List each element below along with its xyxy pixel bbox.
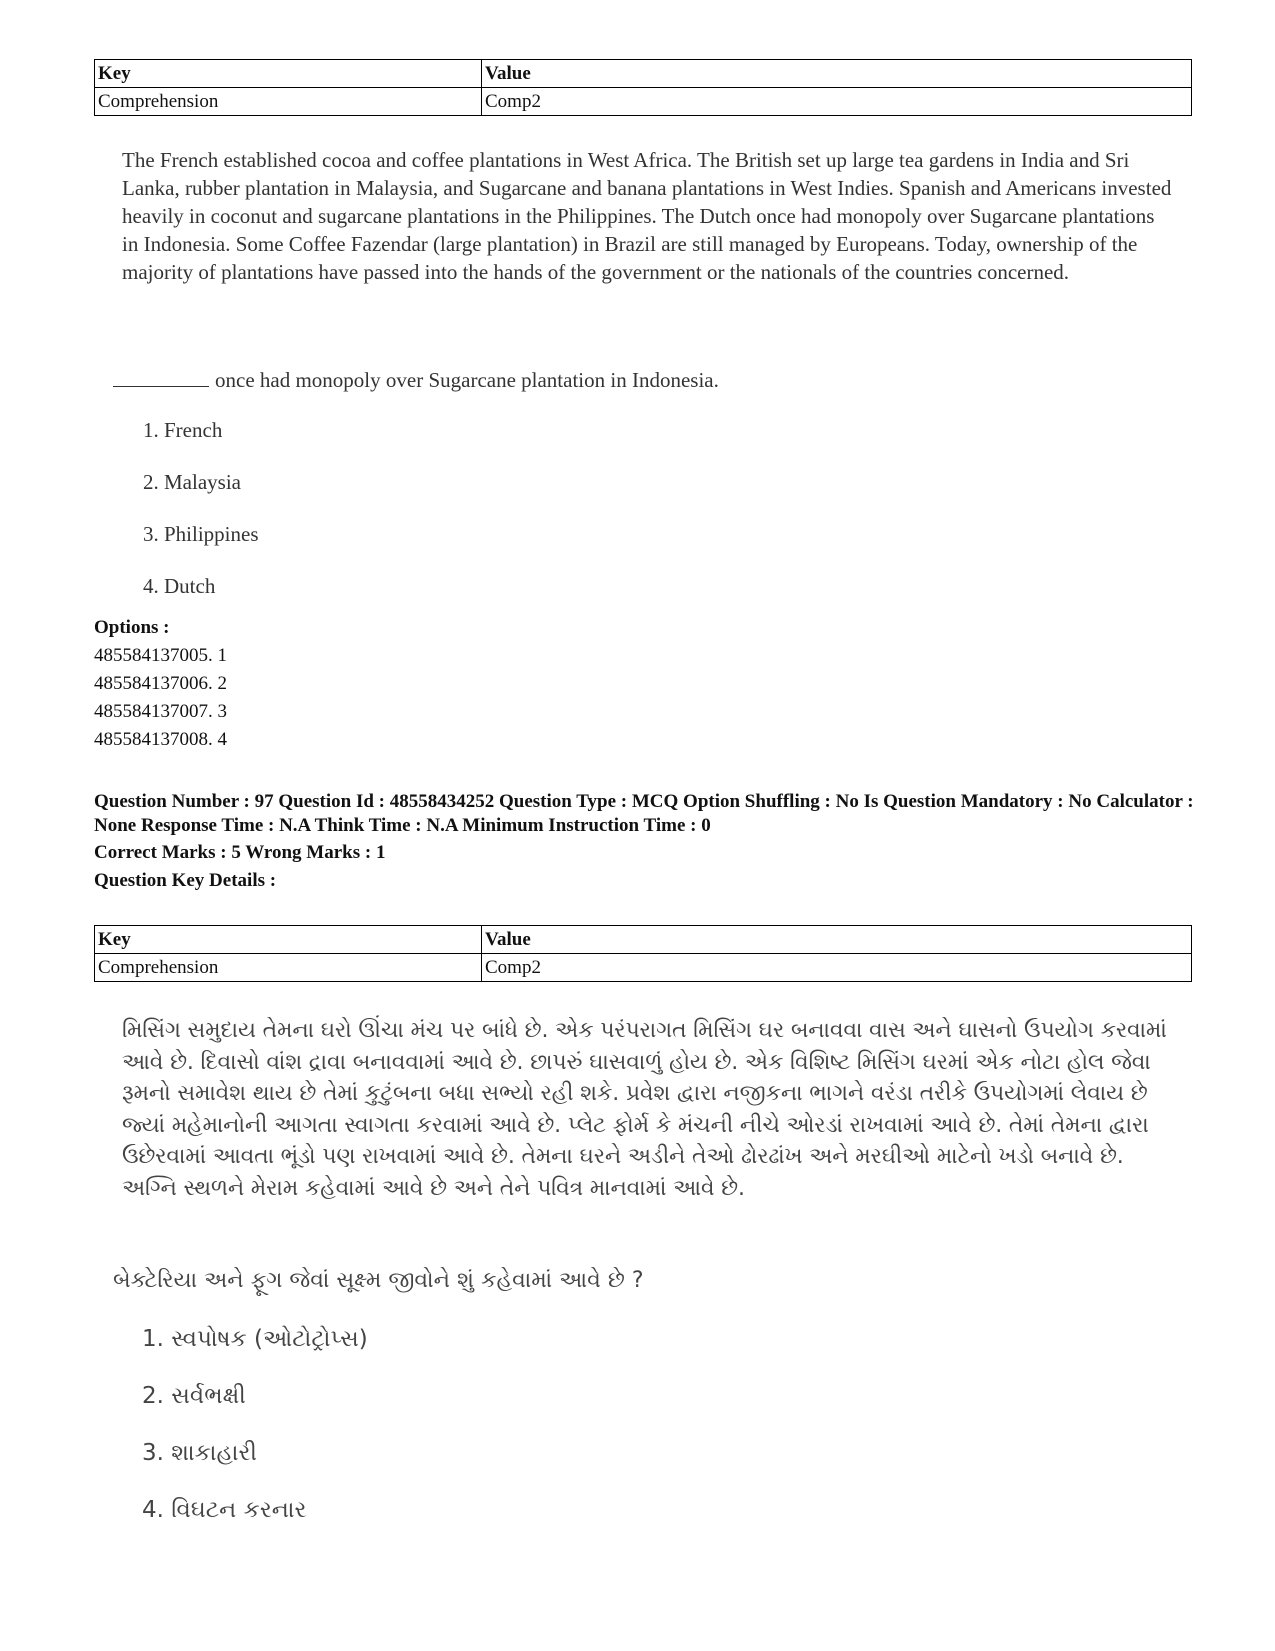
question-stem-gujarati: બેક્ટેરિયા અને ફૂગ જેવાં સૂક્ષ્મ જીવોને શું કહેવામાં આવે છે ?: [113, 1268, 644, 1293]
table-header-key: Key: [95, 60, 482, 88]
table-cell-key: Comprehension: [95, 954, 482, 982]
option-id-2: 485584137006. 2: [94, 673, 227, 694]
question-stem: [113, 366, 719, 393]
question-stem-text: once had monopoly over Sugarcane plantation in Indonesia.: [215, 368, 719, 392]
choice-2: 2. સર્વભક્ષી: [142, 1383, 246, 1409]
choice-1: 1. સ્વપોષક (ઓટોટ્રોપ્સ): [142, 1326, 368, 1352]
table-cell-key: Comprehension: [95, 88, 482, 116]
choice-4: 4. Dutch: [143, 574, 216, 598]
choice-4: 4. વિઘટન કરનાર: [142, 1497, 307, 1523]
table-cell-value: Comp2: [482, 954, 1192, 982]
option-id-1: 485584137005. 1: [94, 645, 227, 666]
choice-3: 3. શાકાહારી: [142, 1440, 257, 1466]
table-header-value: Value: [482, 60, 1192, 88]
table-header-key: Key: [95, 926, 482, 954]
option-id-4: 485584137008. 4: [94, 729, 227, 750]
comprehension-passage-gujarati: મિસિંગ સમુદાય તેમના ઘરો ઊંચા મંચ પર બાંધે છે. એક પરંપરાગત મિસિંગ ઘર બનાવવા વાસ અને ઘાસનો ઉપયોગ કરવામાં આવે છે. દિવાસો વાંશ દ્રાવા બનાવવામાં આવે છે. છાપરું ઘાસવાળું હોય છે. એક વિશિષ્ટ મિસિંગ ઘરમાં એક નોટા હોલ જેવા રૂમનો સમાવેશ થાય છે તેમાં કુટુંબના બધા સભ્યો રહી શકે. પ્રવેશ દ્વારા નજીકના ભાગને વરંડા તરીકે ઉપયોગમાં લેવાય છે જ્યાં મહેમાનોની આગતા સ્વાગતા કરવામાં આવે છે. પ્લેટ ફોર્મ કે મંચની નીચે ઓરડાં રાખવામાં આવે છે. તેમાં તેમના દ્વારા ઉછેરવામાં આવતા ભૂંડો પણ રાખવામાં આવે છે. તેમના ઘરને અડીને તેઓ ઢોરઢાંખ અને મરઘીઓ માટેનો ખડો બનાવે છે. અગ્નિ સ્થળને મેરામ કહેવામાં આવે છે અને તેને પવિત્ર માનવામાં આવે છે.: [122, 1018, 1167, 1201]
key-value-table-1: [94, 59, 1192, 116]
marks-line: Correct Marks : 5 Wrong Marks : 1: [94, 842, 386, 863]
choice-3: 3. Philippines: [143, 522, 259, 546]
blank-line: [113, 366, 209, 387]
choice-1: 1. French: [143, 418, 223, 442]
comprehension-passage-english: The French established cocoa and coffee plantations in West Africa. The British set up large tea gardens in India and Sri Lanka, rubber plantation in Malaysia, and Sugarcane and banana plantations in West Indies. Spanish and Americans invested heavily in coconut and sugarcane plantations in the Philippines. The Dutch once had monopoly over Sugarcane plantations in Indonesia. Some Coffee Fazendar (large plantation) in Brazil are still managed by Europeans. Today, ownership of the majority of plantations have passed into the hands of the government or the nationals of the countries concerned.: [122, 148, 1172, 284]
choice-2: 2. Malaysia: [143, 470, 241, 494]
options-label: Options :: [94, 617, 170, 638]
key-details-label: Question Key Details :: [94, 870, 277, 891]
question-meta: Question Number : 97 Question Id : 48558434252 Question Type : MCQ Option Shuffling : No Is Question Mandatory : No Calculator : None Response Time : N.A Think Time : N.A Minimum Instruction Time : 0: [94, 791, 1194, 836]
table-cell-value: Comp2: [482, 88, 1192, 116]
table-header-value: Value: [482, 926, 1192, 954]
key-value-table-2: [94, 925, 1192, 982]
option-id-3: 485584137007. 3: [94, 701, 227, 722]
